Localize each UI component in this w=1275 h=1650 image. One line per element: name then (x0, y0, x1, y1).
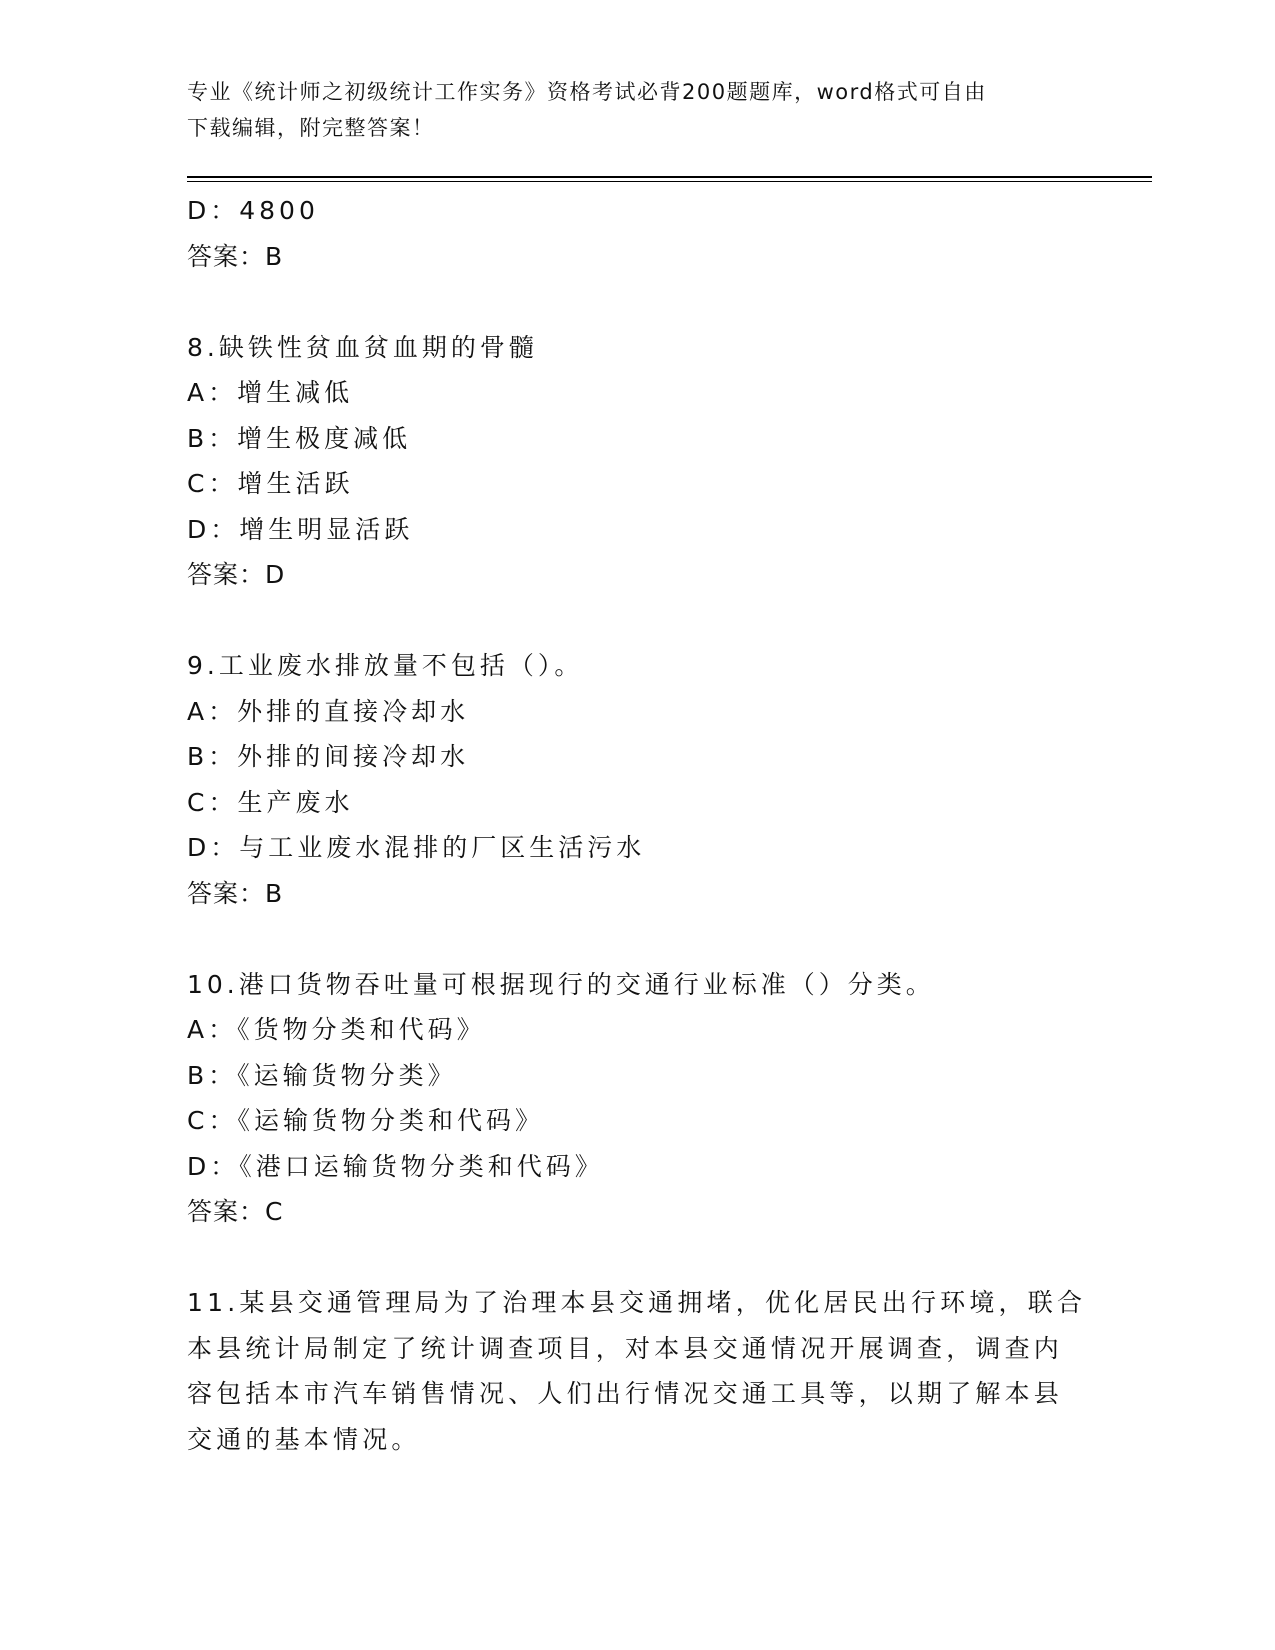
question-9 (187, 643, 1147, 916)
question-stem: 11.某县交通管理局为了治理本县交通拥堵，优化居民出行环境，联合本县统计局制定了统计调查项目，对本县交通情况开展调查，调查内容包括本市汽车销售情况、人们出行情况交通工具等，以期了解本县交通的基本情况。 (187, 1288, 1087, 1454)
answer-line: 答案：B (187, 241, 284, 271)
option-c: C：生产废水 (187, 787, 354, 817)
question-stem: 10.港口货物吞吐量可根据现行的交通行业标准（）分类。 (187, 969, 935, 999)
answer-line: 答案：C (187, 1197, 284, 1226)
header-divider-thick (187, 176, 1152, 178)
option-d: D：4800 (187, 196, 319, 225)
question-10 (187, 962, 1147, 1235)
previous-question-tail (187, 188, 1147, 279)
header-line-2: 下载编辑，附完整答案！ (187, 116, 435, 140)
option-d: D：《港口运输货物分类和代码》 (187, 1151, 604, 1181)
question-8 (187, 325, 1147, 598)
answer-line: 答案：B (187, 878, 284, 908)
option-b: B：增生极度减低 (187, 423, 412, 453)
question-stem: 9.工业废水排放量不包括（）。 (187, 651, 584, 680)
question-11 (187, 1280, 1147, 1462)
document-header (187, 74, 1067, 146)
option-a: A：外排的直接冷却水 (187, 696, 470, 726)
option-b: B：外排的间接冷却水 (187, 742, 470, 771)
header-divider-thin (187, 181, 1152, 182)
option-a: A：增生减低 (187, 378, 354, 407)
header-line-1: 专业《统计师之初级统计工作实务》资格考试必背200题题库，word格式可自由 (187, 80, 987, 104)
question-stem: 8.缺铁性贫血贫血期的骨髓 (187, 332, 538, 362)
option-a: A：《货物分类和代码》 (187, 1015, 486, 1044)
answer-line: 答案：D (187, 560, 286, 589)
option-c: C：《运输货物分类和代码》 (187, 1106, 544, 1135)
option-b: B：《运输货物分类》 (187, 1060, 457, 1090)
option-c: C：增生活跃 (187, 469, 354, 498)
question-list (187, 188, 1147, 1462)
option-d: D：与工业废水混排的厂区生活污水 (187, 833, 646, 862)
option-d: D：增生明显活跃 (187, 514, 414, 544)
